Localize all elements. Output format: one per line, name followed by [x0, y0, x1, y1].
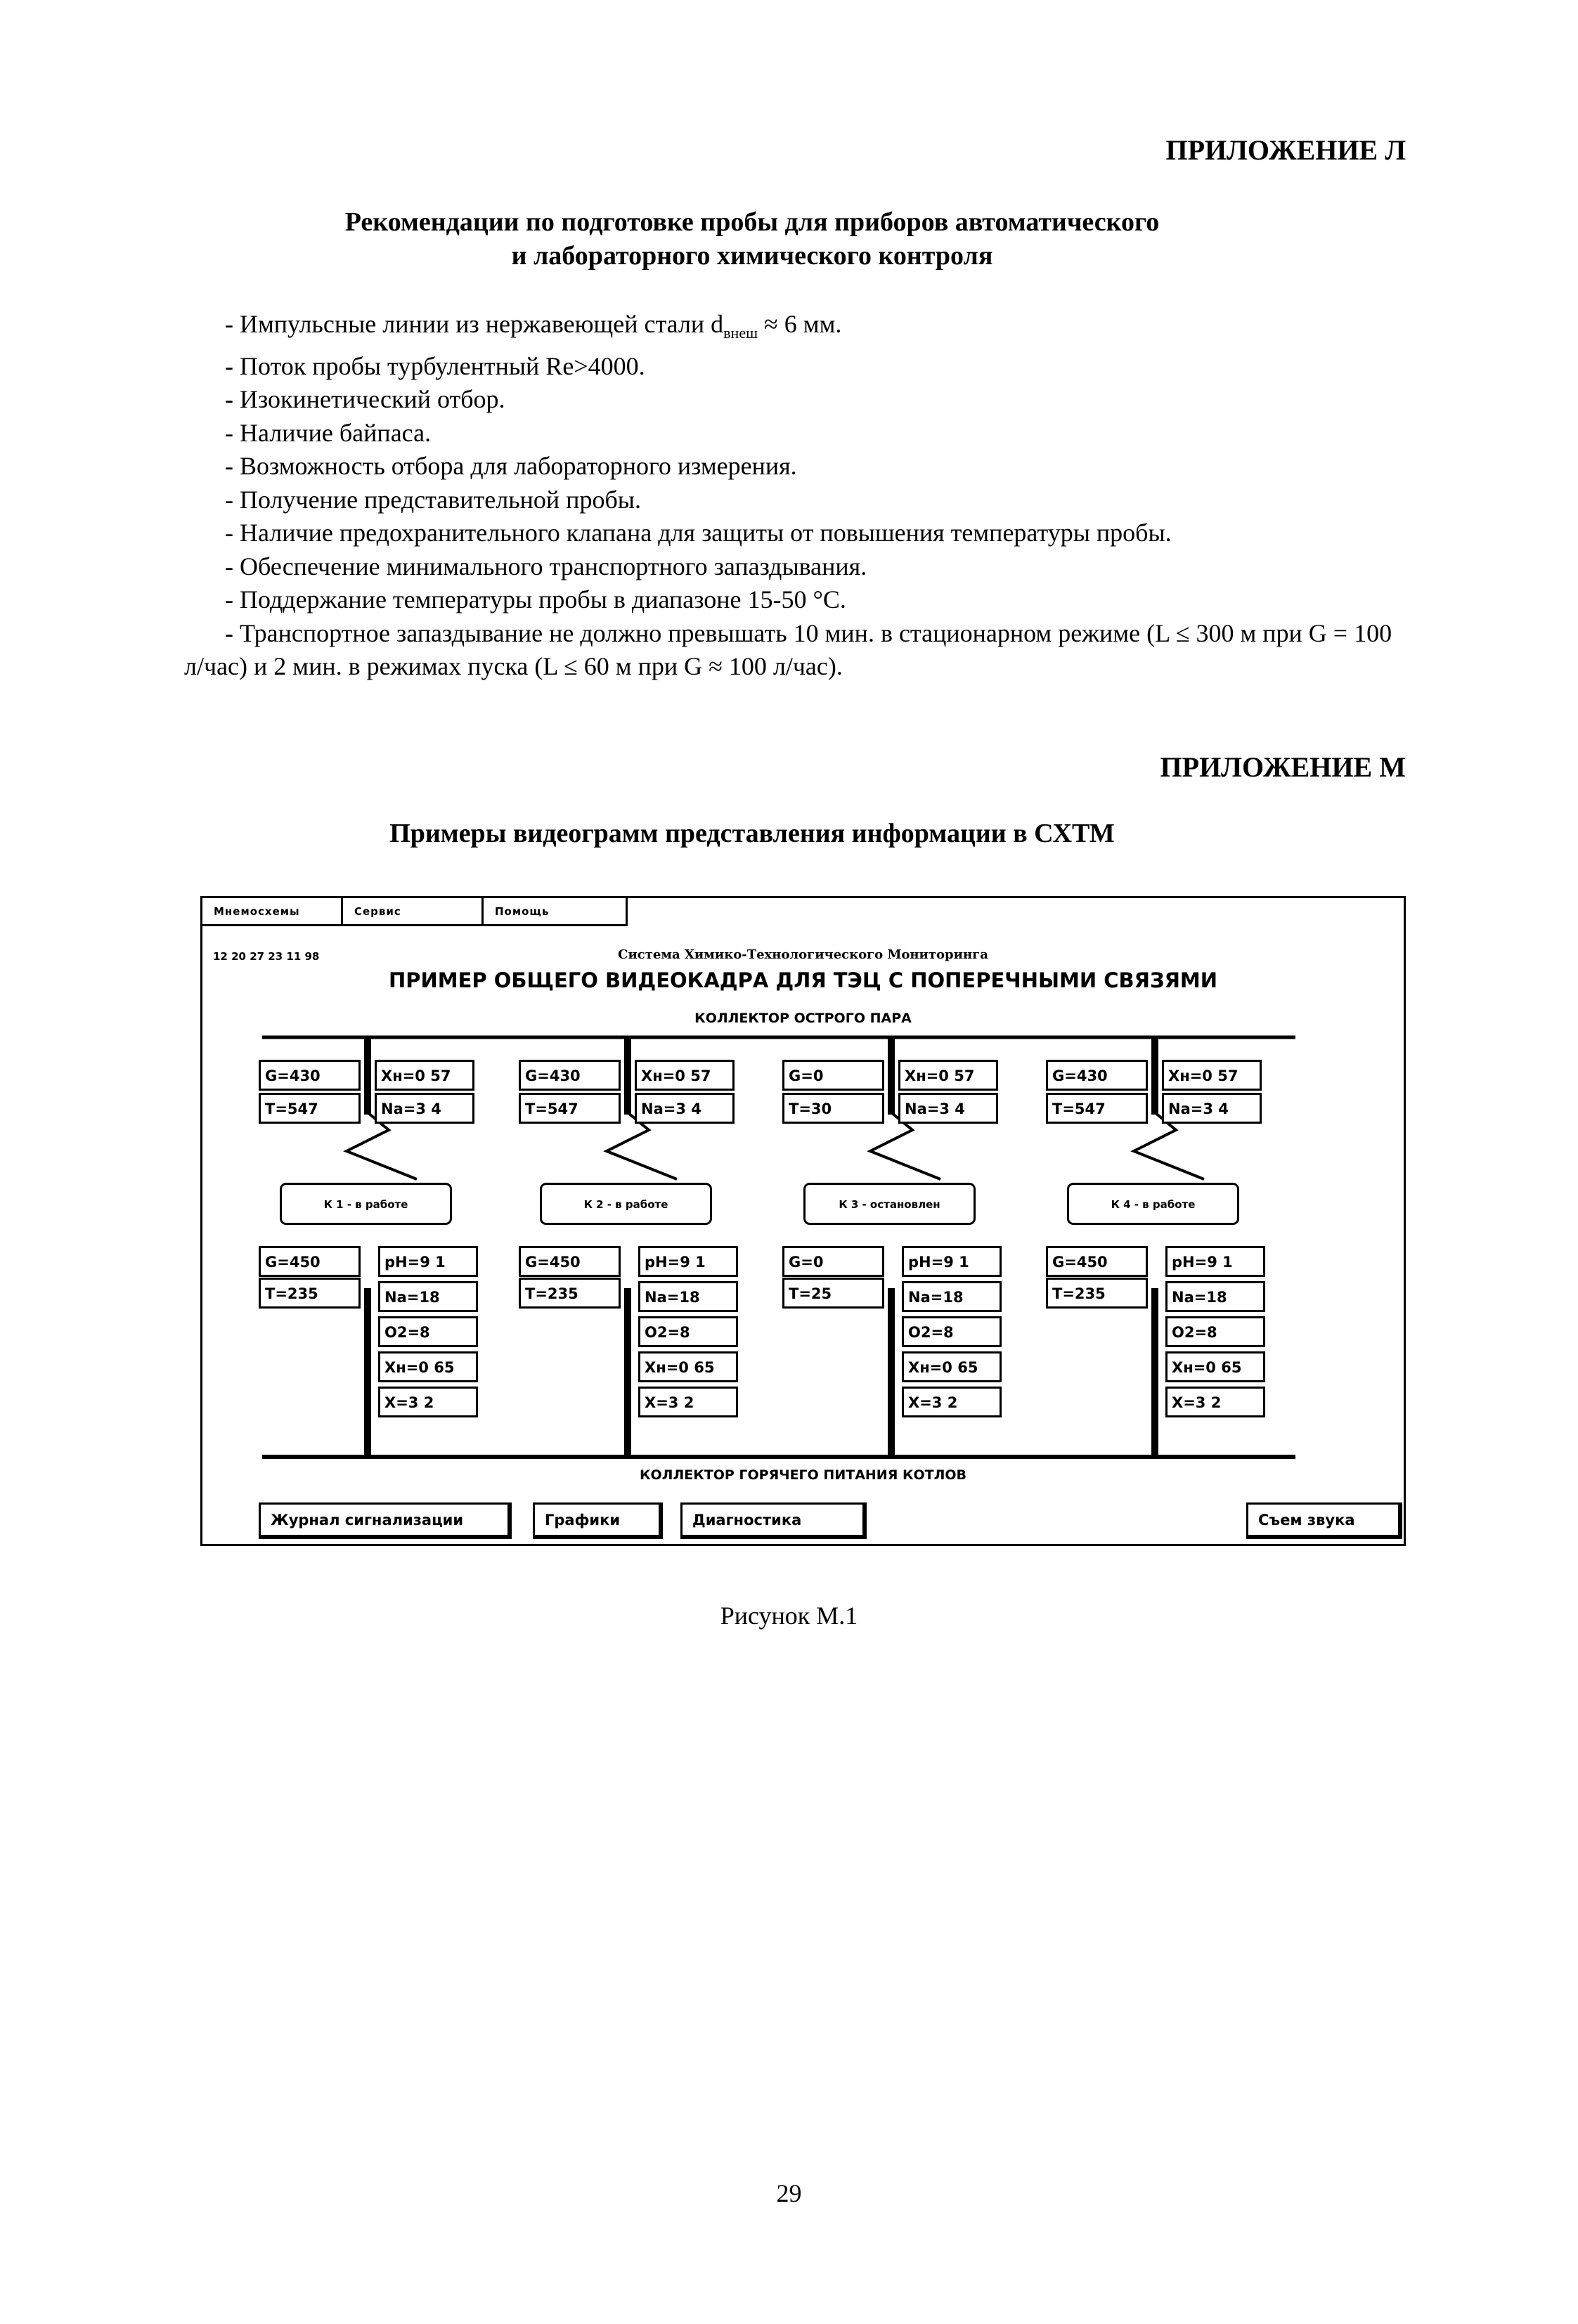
list-item: - Импульсные линии из нержавеющей стали $d_{внеш} \approx 6$ мм.: [225, 310, 842, 342]
mute-sound-button[interactable]: Съем звука: [1246, 1502, 1402, 1539]
k2-xn-in: Xн=0 65: [638, 1351, 738, 1382]
page-number: 29: [776, 2179, 802, 2207]
k4-xn-in: Xн=0 65: [1165, 1351, 1265, 1382]
recommendations-title: [211, 205, 1293, 273]
downcomer-bar: [364, 1288, 371, 1457]
k2-x-in: X=3 2: [638, 1387, 738, 1417]
k4-flow-in: G=450: [1046, 1246, 1148, 1277]
k4-temp-in: T=235: [1046, 1278, 1148, 1309]
k4-temp-out: T=547: [1046, 1093, 1148, 1124]
k1-status-pill: К 1 - в работе: [280, 1183, 452, 1225]
k4-flow-out: G=430: [1046, 1060, 1148, 1091]
k3-o2-in: O2=8: [902, 1316, 1002, 1347]
k1-xn-in: Xн=0 65: [378, 1351, 478, 1382]
k2-temp-in: T=235: [519, 1278, 621, 1309]
title-line-2: и лабораторного химического контроля: [511, 241, 993, 271]
k1-temp-out: T=547: [259, 1093, 361, 1124]
k1-na-in: Na=18: [378, 1281, 478, 1312]
k3-status-pill: К 3 - остановлен: [803, 1183, 976, 1225]
k2-temp-out: T=547: [519, 1093, 621, 1124]
k1-xn-out: Xн=0 57: [375, 1060, 474, 1091]
diagnostics-button[interactable]: Диагностика: [680, 1502, 867, 1539]
k4-ph-in: pH=9 1: [1165, 1246, 1265, 1277]
system-title: Система Химико-Технологического Мониторинга: [618, 947, 988, 962]
figure-caption: Рисунок М.1: [720, 1602, 858, 1630]
k2-flow-in: G=450: [519, 1246, 621, 1277]
k1-ph-in: pH=9 1: [378, 1246, 478, 1277]
k2-status-pill: К 2 - в работе: [540, 1183, 712, 1225]
k4-na-out: Na=3 4: [1162, 1093, 1262, 1124]
k1-flow-in: G=450: [259, 1246, 361, 1277]
downcomer-bar: [888, 1288, 895, 1457]
k1-na-out: Na=3 4: [375, 1093, 474, 1124]
menu-help[interactable]: Помощь: [484, 898, 628, 926]
steam-collector-label: КОЛЛЕКТОР ОСТРОГО ПАРА: [694, 1011, 912, 1026]
k3-xn-in: Xн=0 65: [902, 1351, 1002, 1382]
menu-service[interactable]: Сервис: [343, 898, 484, 926]
k3-na-in: Na=18: [902, 1281, 1002, 1312]
list-item: - Получение представительной пробы.: [225, 485, 641, 514]
list-item: - Обеспечение минимального транспортного запаздывания.: [225, 552, 867, 580]
k3-flow-out: G=0: [782, 1060, 884, 1091]
k1-o2-in: O2=8: [378, 1316, 478, 1347]
alarm-log-button[interactable]: Журнал сигнализации: [259, 1502, 512, 1539]
k2-flow-out: G=430: [519, 1060, 621, 1091]
list-item: - Возможность отбора для лабораторного измерения.: [225, 452, 797, 481]
videogram-figure: [200, 896, 1406, 1546]
k1-flow-out: G=430: [259, 1060, 361, 1091]
datetime-readout: 12 20 27 23 11 98: [213, 950, 320, 963]
k4-xn-out: Xн=0 57: [1162, 1060, 1262, 1091]
list-item: - Поток пробы турбулентный Re>4000.: [225, 351, 645, 380]
k4-x-in: X=3 2: [1165, 1387, 1265, 1417]
k2-xn-out: Xн=0 57: [635, 1060, 735, 1091]
k4-status-pill: К 4 - в работе: [1067, 1183, 1239, 1225]
k3-temp-in: T=25: [782, 1278, 884, 1309]
riser-bar: [888, 1037, 895, 1115]
downcomer-bar: [624, 1288, 631, 1457]
charts-button[interactable]: Графики: [533, 1502, 663, 1539]
menu-mnemonics[interactable]: Мнемосхемы: [202, 898, 343, 926]
list-item: - Наличие предохранительного клапана для защиты от повышения температуры пробы.: [225, 519, 1172, 547]
k4-na-in: Na=18: [1165, 1281, 1265, 1312]
downcomer-bar: [1151, 1288, 1158, 1457]
list-item: - Изокинетический отбор.: [225, 385, 505, 414]
appendix-l-heading: ПРИЛОЖЕНИЕ Л: [1165, 134, 1406, 166]
feed-collector-label: КОЛЛЕКТОР ГОРЯЧЕГО ПИТАНИЯ КОТЛОВ: [640, 1467, 966, 1483]
list-item: - Поддержание температуры пробы в диапазоне 15-50 °С.: [225, 585, 846, 614]
k3-temp-out: T=30: [782, 1093, 884, 1124]
riser-bar: [624, 1037, 631, 1115]
k2-na-out: Na=3 4: [635, 1093, 735, 1124]
k1-temp-in: T=235: [259, 1278, 361, 1309]
k3-xn-out: Xн=0 57: [898, 1060, 998, 1091]
k3-na-out: Na=3 4: [898, 1093, 998, 1124]
screen-title: ПРИМЕР ОБЩЕГО ВИДЕОКАДРА ДЛЯ ТЭЦ С ПОПЕРЕЧНЫМИ СВЯЗЯМИ: [388, 968, 1218, 992]
list-item: - Транспортное запаздывание не должно превышать 10 мин. в стационарном режиме (L ≤ 300 м при G = 100 л/час) и 2 мин. в режимах пуска (L ≤ 60 м при G ≈ 100 л/час).: [184, 618, 1392, 681]
k3-x-in: X=3 2: [902, 1387, 1002, 1417]
list-item: - Наличие байпаса.: [225, 418, 432, 447]
riser-bar: [364, 1037, 371, 1115]
k2-ph-in: pH=9 1: [638, 1246, 738, 1277]
title-line-1: Рекомендации по подготовке пробы для приборов автоматического: [344, 207, 1160, 237]
k3-ph-in: pH=9 1: [902, 1246, 1002, 1277]
k1-x-in: X=3 2: [378, 1387, 478, 1417]
appendix-m-heading: ПРИЛОЖЕНИЕ М: [1160, 751, 1406, 783]
examples-title: Примеры видеограмм представления информации в СХТМ: [389, 819, 1115, 848]
k2-na-in: Na=18: [638, 1281, 738, 1312]
k4-o2-in: O2=8: [1165, 1316, 1265, 1347]
recommendations-list: [184, 308, 1406, 684]
k2-o2-in: O2=8: [638, 1316, 738, 1347]
k3-flow-in: G=0: [782, 1246, 884, 1277]
riser-bar: [1151, 1037, 1158, 1115]
